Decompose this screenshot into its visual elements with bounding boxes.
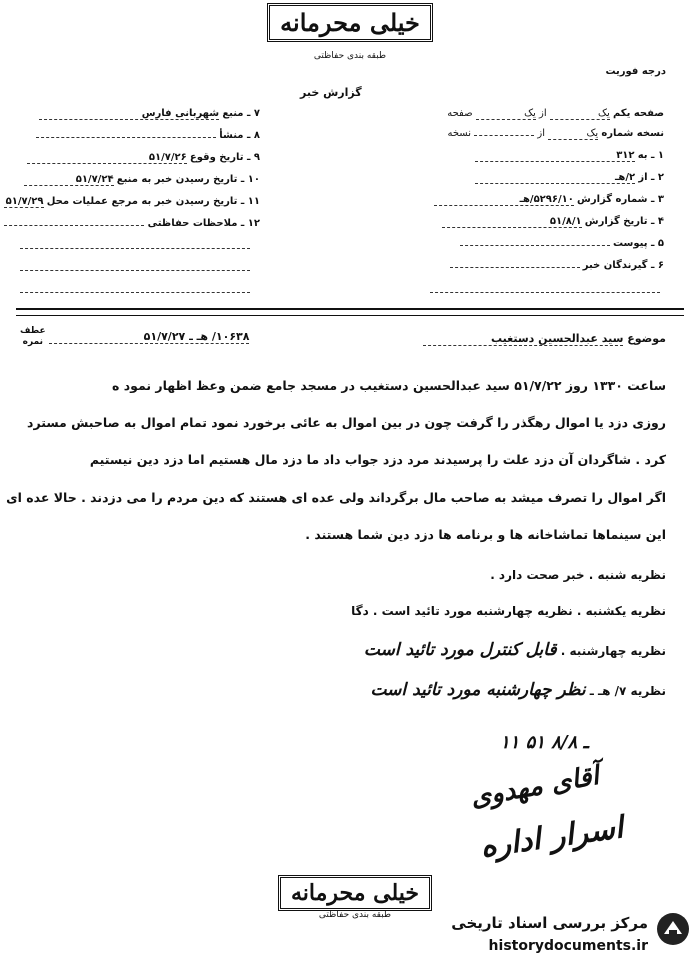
blank-line bbox=[20, 248, 250, 249]
watermark-name: مرکز بررسی اسناد تاریخی bbox=[451, 914, 648, 932]
bottom-stamp bbox=[255, 880, 455, 920]
body-line: اگر اموال را تصرف میشد به صاحب مال برگرداند ولی عده ای هستند که دین مردم را می دزدند . حالا عده ای bbox=[6, 490, 666, 505]
blank-line bbox=[20, 292, 250, 293]
body-line: این سینماها تماشاخانه ها و برنامه ها دزد دین شما هستند . bbox=[305, 527, 666, 542]
field-recipients: ۶ ـ گیرندگان خبر bbox=[450, 260, 664, 271]
field-report-date: ۴ ـ تاریخ گزارش ۵۱/۸/۱ bbox=[442, 216, 664, 228]
field-to: ۱ ـ به ۳۱۲ bbox=[475, 150, 665, 162]
archive-logo-icon bbox=[656, 912, 690, 946]
opinion-line: نظریه یکشنبه . نظریه چهارشنبه مورد تائید است . دگا bbox=[351, 604, 666, 618]
signature: آقای مهدوی bbox=[468, 760, 602, 814]
watermark bbox=[450, 912, 690, 962]
reference-label-nomreh: نمره bbox=[22, 337, 43, 347]
field-news-to-local-date: ۱۱ ـ تاریخ رسیدن خبر به مرجع عملیات محل ۵۱/۷/۲۹ bbox=[4, 196, 261, 208]
divider bbox=[16, 308, 684, 310]
subject bbox=[423, 332, 666, 346]
report-title: گزارش خبر bbox=[300, 86, 362, 99]
field-occurrence-date: ۹ ـ تاریخ وقوع ۵۱/۷/۲۶ bbox=[27, 152, 260, 164]
field-from: ۲ ـ از ۲/هـ bbox=[475, 172, 664, 184]
field-source: ۷ ـ منبع شهربانی فارس bbox=[39, 108, 260, 120]
top-stamp-subtitle: طبقه بندی حفاظتی bbox=[313, 51, 387, 61]
priority-degree: درجه فوریت bbox=[605, 66, 666, 77]
signature: اسرار اداره bbox=[478, 810, 626, 865]
reference-text: ۱۰۶۳۸/ هـ ـ ۵۱/۷/۲۷ bbox=[49, 330, 249, 344]
reference bbox=[20, 326, 249, 348]
opinion-line: نظریه شنبه . خبر صحت دارد . bbox=[490, 568, 666, 582]
field-origin: ۸ ـ منشأ bbox=[36, 130, 260, 141]
blank-line bbox=[430, 292, 660, 293]
field-report-number: ۳ ـ شماره گزارش ۵۲۹۶/۱۰/هـ bbox=[434, 194, 664, 206]
field-copy: نسخه شماره یک از نسخه bbox=[447, 128, 664, 139]
top-stamp bbox=[0, 8, 700, 61]
body-line: روزی دزد یا اموال رهگذر را گرفت چون در بین اموال به عائی برخورد نمود تمام اموال به صاحبش مسترد bbox=[27, 415, 666, 430]
field-news-to-source-date: ۱۰ ـ تاریخ رسیدن خبر به منبع ۵۱/۷/۲۴ bbox=[24, 174, 260, 186]
watermark-url: historydocuments.ir bbox=[488, 938, 648, 954]
blank-line bbox=[20, 270, 250, 271]
bottom-stamp-title: خیلی محرمانه bbox=[278, 875, 432, 911]
body-line: ساعت ۱۳۳۰ روز ۵۱/۷/۲۲ سید عبدالحسین دستغیب در مسجد جامع ضمن وعظ اظهار نمود ه bbox=[112, 378, 666, 393]
opinion-line: نظریه چهارشنبه . قابل کنترل مورد تائید است bbox=[363, 640, 666, 660]
reference-label-atf: عطف bbox=[20, 326, 46, 336]
body-line: کرد . شاگردان آن دزد علت را پرسیدند مرد دزد جواب داد ما دزد مال هستیم اما دزد دین نیستیم bbox=[89, 452, 666, 467]
opinion-line: نظریه ۷/ هـ ـ نظر چهارشنبه مورد تائید است bbox=[370, 680, 666, 700]
date-mark: ۱۱ ـ ۸/۸ ۵۱ bbox=[500, 732, 589, 753]
divider bbox=[16, 315, 684, 316]
field-attachment: ۵ ـ پیوست bbox=[460, 238, 664, 249]
field-page: صفحه یکم یک از یک صفحه bbox=[447, 108, 664, 119]
top-stamp-title: خیلی محرمانه bbox=[267, 3, 433, 42]
subject-label: موضوع bbox=[627, 332, 666, 345]
subject-text: سید عبدالحسین دستغیب bbox=[423, 332, 623, 346]
bottom-stamp-subtitle: طبقه بندی حفاظتی bbox=[318, 910, 392, 920]
field-security-notes: ۱۲ ـ ملاحظات حفاظتی bbox=[4, 218, 260, 229]
